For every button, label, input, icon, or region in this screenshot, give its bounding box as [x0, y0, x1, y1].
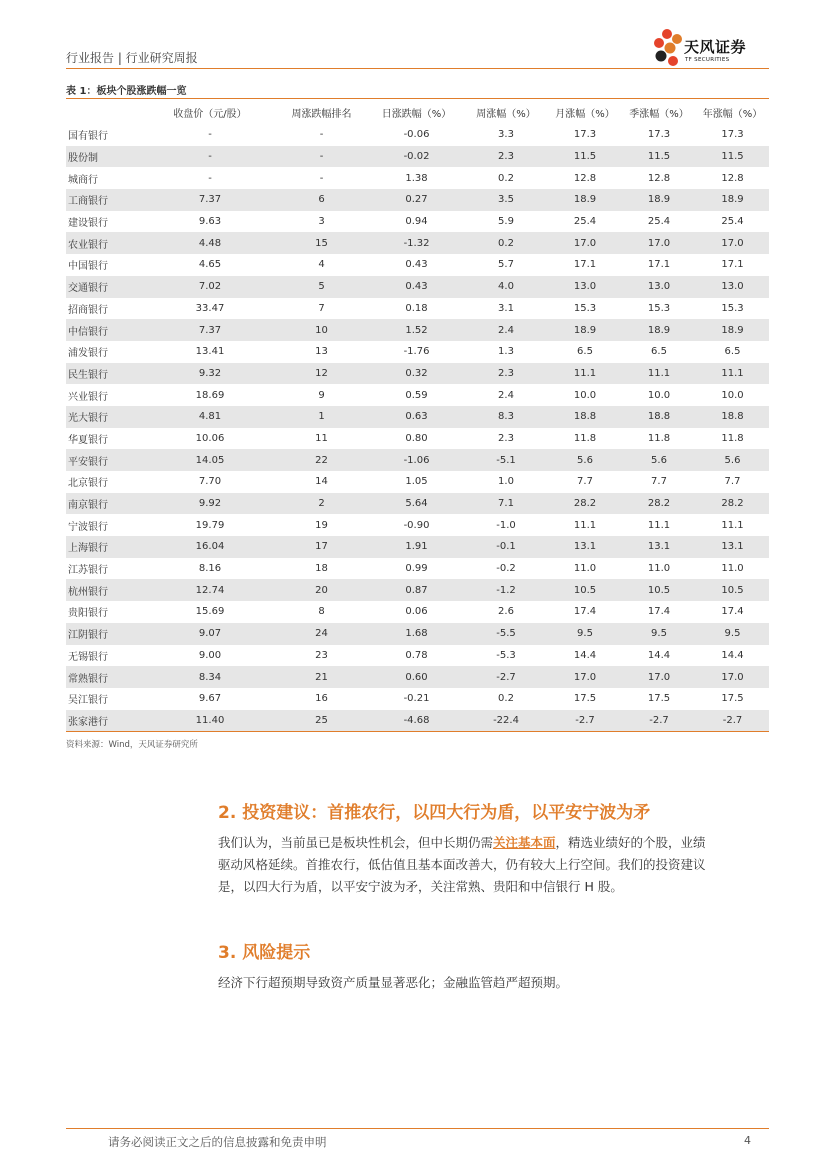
value-cell: 8.16 [198, 563, 222, 575]
value-cell: 10 [274, 319, 369, 341]
value-cell: 0.80 [405, 432, 428, 444]
value-cell: 4.81 [146, 406, 274, 428]
bank-name-cell: 招商银行 [68, 304, 108, 316]
value-cell: 10.0 [573, 389, 597, 401]
bank-name-cell: 江阴银行 [66, 623, 146, 645]
value-cell: 11.40 [146, 710, 274, 732]
value-cell: 16.04 [146, 536, 274, 558]
table-row [66, 601, 769, 623]
value-cell: 11.1 [721, 519, 744, 531]
value-cell: 7.37 [146, 319, 274, 341]
bank-name-cell: 宁波银行 [68, 521, 108, 533]
header-cell: 年涨幅（%） [702, 109, 763, 120]
value-cell: 14.4 [721, 649, 744, 661]
value-cell: 6 [274, 189, 369, 211]
value-cell: 11.0 [573, 563, 597, 575]
value-cell: 25.4 [721, 216, 744, 228]
value-cell: 3 [318, 216, 325, 228]
table-row [66, 146, 769, 168]
bank-name-cell: 农业银行 [66, 232, 146, 254]
stock-performance-table [66, 101, 769, 731]
value-cell: 1.0 [498, 476, 514, 488]
table-row [66, 471, 769, 493]
table-row [66, 232, 769, 254]
table-row [66, 514, 769, 536]
value-cell: 13.1 [548, 536, 622, 558]
value-cell: 11.5 [548, 146, 622, 168]
value-cell: 2.3 [498, 432, 514, 444]
value-cell: 17.0 [622, 232, 696, 254]
value-cell: 0.99 [405, 563, 428, 575]
value-cell: 5.7 [498, 259, 514, 271]
value-cell: 8 [318, 606, 325, 618]
table-row [66, 406, 769, 428]
value-cell: 17.0 [696, 232, 769, 254]
page-number: 4 [744, 1134, 751, 1147]
value-cell: -0.1 [464, 536, 548, 558]
value-cell: 3.1 [498, 302, 514, 314]
value-cell: 14 [315, 476, 328, 488]
value-cell: 2.3 [464, 363, 548, 385]
bank-name-cell: 南京银行 [66, 493, 146, 515]
value-cell: 10.5 [622, 579, 696, 601]
bank-name-cell: 北京银行 [68, 478, 108, 490]
value-cell: -0.21 [403, 693, 430, 705]
value-cell: 11.8 [647, 432, 671, 444]
header-cell: 周涨幅（%） [476, 109, 536, 120]
value-cell: 7.1 [464, 493, 548, 515]
value-cell: -0.06 [403, 129, 430, 141]
value-cell: 9.5 [696, 623, 769, 645]
value-cell: 13.0 [548, 276, 622, 298]
value-cell: 11.0 [647, 563, 671, 575]
value-cell: 0.94 [405, 216, 428, 228]
value-cell: 13 [315, 346, 328, 358]
table-row [66, 211, 769, 233]
paragraph-text: ，精选业绩好的个股，业绩 [555, 835, 706, 850]
value-cell: 5.64 [369, 493, 464, 515]
value-cell: 15.3 [573, 302, 597, 314]
header-cell [66, 101, 146, 124]
value-cell: -0.02 [369, 146, 464, 168]
bank-name-cell: 交通银行 [66, 276, 146, 298]
value-cell: 23 [315, 649, 328, 661]
value-cell: 0.2 [464, 232, 548, 254]
value-cell: 9.5 [622, 623, 696, 645]
section-2-heading: 2. 投资建议：首推农行，以四大行为盾，以平安宁波为矛 [218, 803, 651, 823]
paragraph-line: 是，以四大行为盾，以平安宁波为矛，关注常熟、贵阳和中信银行 H 股。 [218, 879, 623, 894]
value-cell: -5.1 [464, 449, 548, 471]
value-cell: 3.3 [498, 129, 514, 141]
value-cell: 16 [315, 693, 328, 705]
value-cell: 1.38 [405, 172, 428, 184]
table-row [66, 493, 769, 515]
header-cell: 收盘价（元/股） [173, 109, 247, 120]
bank-name-cell: 中国银行 [68, 261, 108, 273]
value-cell: 17.4 [573, 606, 597, 618]
value-cell: 0.43 [369, 276, 464, 298]
value-cell: 21 [274, 666, 369, 688]
bank-name-cell: 贵阳银行 [68, 608, 108, 620]
value-cell: 18.8 [622, 406, 696, 428]
value-cell: 18 [315, 563, 328, 575]
bank-name-cell: 建设银行 [68, 218, 108, 230]
value-cell: 25.4 [573, 216, 597, 228]
value-cell: - [319, 172, 324, 184]
bank-name-cell: 国有银行 [68, 131, 108, 143]
value-cell: 2.4 [498, 389, 514, 401]
value-cell: -5.5 [464, 623, 548, 645]
value-cell: 17.0 [622, 666, 696, 688]
paragraph-text: 我们认为，当前虽已是板块性机会，但中长期仍需 [218, 835, 494, 850]
bank-name-cell: 工商银行 [66, 189, 146, 211]
value-cell: 2.3 [464, 146, 548, 168]
value-cell: 18.9 [548, 319, 622, 341]
value-cell: 14.4 [647, 649, 671, 661]
value-cell: -1.0 [496, 519, 516, 531]
value-cell: 4.65 [198, 259, 222, 271]
value-cell: - [208, 129, 212, 141]
value-cell: 7.7 [651, 476, 667, 488]
bank-name-cell: 上海银行 [66, 536, 146, 558]
header-cell: 日涨跌幅（%） [381, 109, 452, 120]
value-cell: 25.4 [647, 216, 671, 228]
paragraph-line: 驱动风格延续。首推农行，低估值且基本面改善大，仍有较大上行空间。我们的投资建议 [218, 857, 706, 872]
value-cell: -2.7 [622, 710, 696, 732]
value-cell: 7 [318, 302, 325, 314]
value-cell: 17.4 [721, 606, 744, 618]
value-cell: 12.8 [647, 172, 671, 184]
value-cell: 7.70 [198, 476, 222, 488]
header-cell: 季涨幅（%） [629, 109, 689, 120]
value-cell: 17 [274, 536, 369, 558]
table-row [66, 167, 769, 189]
value-cell: 10.06 [195, 432, 225, 444]
header-cell: 周涨跌幅排名 [291, 109, 352, 120]
value-cell: -22.4 [464, 710, 548, 732]
value-cell: 5.6 [696, 449, 769, 471]
value-cell: 5 [274, 276, 369, 298]
table-row [66, 189, 769, 211]
value-cell: 12.74 [146, 579, 274, 601]
table-row [66, 710, 769, 732]
value-cell: 1.05 [405, 476, 428, 488]
value-cell: 17.3 [573, 129, 597, 141]
header-cell: 月涨幅（%） [555, 109, 615, 120]
value-cell: 15.3 [721, 302, 744, 314]
value-cell: 17.0 [548, 666, 622, 688]
value-cell: 3.5 [464, 189, 548, 211]
value-cell: 18.9 [622, 319, 696, 341]
bank-name-cell: 城商行 [68, 174, 98, 186]
footer-divider [66, 1128, 769, 1129]
section-2-paragraph [218, 832, 766, 898]
value-cell: 12.8 [721, 172, 744, 184]
value-cell: 6.5 [724, 346, 741, 358]
value-cell: 15.3 [647, 302, 671, 314]
value-cell: - [208, 172, 212, 184]
value-cell: 20 [274, 579, 369, 601]
value-cell: 22 [274, 449, 369, 471]
value-cell: 1 [274, 406, 369, 428]
value-cell: 18.9 [696, 319, 769, 341]
value-cell: 7.02 [146, 276, 274, 298]
value-cell: 1.52 [369, 319, 464, 341]
value-cell: -2.7 [464, 666, 548, 688]
value-cell: 17.4 [647, 606, 671, 618]
bank-name-cell: 常熟银行 [66, 666, 146, 688]
value-cell: 13.0 [696, 276, 769, 298]
value-cell: 17.5 [647, 693, 671, 705]
table-row [66, 124, 769, 146]
value-cell: 19.79 [195, 519, 225, 531]
table-caption: 表 1：板块个股涨跌幅一览 [66, 86, 187, 97]
value-cell: 11.1 [573, 519, 597, 531]
value-cell: 19 [315, 519, 328, 531]
paragraph-line: 经济下行超预期导致资产质量显著恶化；金融监管趋严超预期。 [218, 975, 569, 990]
value-cell: 17.3 [721, 129, 744, 141]
value-cell: 18.8 [696, 406, 769, 428]
value-cell: 13.41 [195, 346, 225, 358]
value-cell: 12 [274, 363, 369, 385]
value-cell: 7.37 [146, 189, 274, 211]
table-row [66, 254, 769, 276]
value-cell: 0.18 [405, 302, 428, 314]
value-cell: 18.8 [548, 406, 622, 428]
value-cell: 0.2 [498, 172, 514, 184]
footer-disclaimer: 请务必阅读正文之后的信息披露和免责申明 [108, 1135, 327, 1149]
value-cell: 15 [274, 232, 369, 254]
value-cell: 6.5 [651, 346, 667, 358]
value-cell: 18.9 [622, 189, 696, 211]
value-cell: 9.00 [198, 649, 222, 661]
table-row [66, 579, 769, 601]
value-cell: 2.4 [464, 319, 548, 341]
value-cell: 0.06 [405, 606, 428, 618]
table-row [66, 623, 769, 645]
bank-name-cell: 股份制 [66, 146, 146, 168]
value-cell: 13.1 [622, 536, 696, 558]
value-cell: -2.7 [696, 710, 769, 732]
table-row [66, 536, 769, 558]
table-row [66, 558, 769, 580]
value-cell: 24 [274, 623, 369, 645]
value-cell: 8.3 [464, 406, 548, 428]
value-cell: -0.2 [496, 563, 516, 575]
value-cell: 2.6 [498, 606, 514, 618]
value-cell: 33.47 [195, 302, 225, 314]
value-cell: 11.5 [622, 146, 696, 168]
value-cell: 17.5 [721, 693, 744, 705]
value-cell: -2.7 [548, 710, 622, 732]
value-cell: 4.0 [464, 276, 548, 298]
bank-name-cell: 浦发银行 [68, 348, 108, 360]
table-row [66, 428, 769, 450]
bank-name-cell: 兴业银行 [68, 391, 108, 403]
logo-chinese-name: 天风证券 [684, 38, 747, 56]
value-cell: -0.90 [403, 519, 430, 531]
value-cell: 1.68 [369, 623, 464, 645]
value-cell: 5.9 [498, 216, 514, 228]
bank-name-cell: 民生银行 [66, 363, 146, 385]
value-cell: 9.92 [146, 493, 274, 515]
bank-name-cell: 江苏银行 [68, 565, 108, 577]
value-cell: 0.2 [498, 693, 514, 705]
value-cell: 10.5 [696, 579, 769, 601]
value-cell: 9.32 [146, 363, 274, 385]
table-header-row [66, 101, 769, 124]
value-cell: 28.2 [548, 493, 622, 515]
bank-name-cell: 平安银行 [66, 449, 146, 471]
value-cell: 9.5 [548, 623, 622, 645]
value-cell: 11.1 [647, 519, 671, 531]
value-cell: - [274, 146, 369, 168]
value-cell: 12.8 [573, 172, 597, 184]
table-row [66, 298, 769, 320]
value-cell: 14.05 [146, 449, 274, 471]
bank-name-cell: 张家港行 [66, 710, 146, 732]
value-cell: 8.34 [146, 666, 274, 688]
table-row [66, 363, 769, 385]
bank-name-cell: 华夏银行 [68, 434, 108, 446]
value-cell: 28.2 [622, 493, 696, 515]
value-cell: 11.1 [622, 363, 696, 385]
table-row [66, 645, 769, 667]
value-cell: 13.0 [622, 276, 696, 298]
value-cell: 18.9 [548, 189, 622, 211]
value-cell: 17.0 [548, 232, 622, 254]
data-source-note: 资料来源：Wind，天风证券研究所 [66, 740, 198, 750]
highlight-keyword: 关注基本面 [493, 835, 556, 850]
value-cell: 5.6 [622, 449, 696, 471]
table-row [66, 384, 769, 406]
value-cell: 14.4 [573, 649, 597, 661]
value-cell: 0.59 [405, 389, 428, 401]
logo-flower-icon [652, 28, 686, 70]
header-divider [66, 68, 769, 69]
section-3-heading: 3. 风险提示 [218, 943, 311, 963]
value-cell: 15.69 [195, 606, 225, 618]
value-cell: 11 [315, 432, 328, 444]
value-cell: - [319, 129, 324, 141]
value-cell: 0.60 [369, 666, 464, 688]
value-cell: 6.5 [577, 346, 593, 358]
value-cell: -1.2 [464, 579, 548, 601]
value-cell: 17.3 [647, 129, 671, 141]
company-logo [652, 28, 772, 70]
value-cell: 18.9 [696, 189, 769, 211]
bank-name-cell: 中信银行 [66, 319, 146, 341]
value-cell: 13.1 [696, 536, 769, 558]
value-cell: 9.07 [146, 623, 274, 645]
table-top-rule [66, 98, 769, 99]
value-cell: 9 [318, 389, 325, 401]
bank-name-cell: 无锡银行 [68, 651, 108, 663]
value-cell: 7.7 [577, 476, 593, 488]
value-cell: 25 [274, 710, 369, 732]
value-cell: 0.27 [369, 189, 464, 211]
value-cell: 11.1 [548, 363, 622, 385]
value-cell: - [146, 146, 274, 168]
value-cell: 11.5 [696, 146, 769, 168]
value-cell: 0.87 [369, 579, 464, 601]
value-cell: 9.63 [198, 216, 222, 228]
value-cell: 10.0 [647, 389, 671, 401]
table-row [66, 688, 769, 710]
value-cell: -1.06 [369, 449, 464, 471]
value-cell: 10.5 [548, 579, 622, 601]
section-3-paragraph [218, 972, 766, 994]
value-cell: 17.0 [696, 666, 769, 688]
value-cell: 11.0 [721, 563, 744, 575]
value-cell: 11.8 [721, 432, 744, 444]
value-cell: -5.3 [496, 649, 516, 661]
value-cell: 0.32 [369, 363, 464, 385]
table-row [66, 666, 769, 688]
value-cell: 5.6 [548, 449, 622, 471]
value-cell: 11.1 [696, 363, 769, 385]
value-cell: -4.68 [369, 710, 464, 732]
value-cell: 0.78 [405, 649, 428, 661]
table-row [66, 319, 769, 341]
value-cell: 17.1 [573, 259, 597, 271]
value-cell: 7.7 [724, 476, 741, 488]
value-cell: 17.1 [647, 259, 671, 271]
value-cell: 1.3 [498, 346, 514, 358]
value-cell: 4.48 [146, 232, 274, 254]
value-cell: 10.0 [721, 389, 744, 401]
bank-name-cell: 吴江银行 [68, 695, 108, 707]
value-cell: 11.8 [573, 432, 597, 444]
value-cell: 0.63 [369, 406, 464, 428]
value-cell: 18.69 [195, 389, 225, 401]
value-cell: -1.32 [369, 232, 464, 254]
header-title: 行业报告 | 行业研究周报 [66, 51, 198, 65]
bank-name-cell: 杭州银行 [66, 579, 146, 601]
value-cell: 2 [274, 493, 369, 515]
value-cell: 17.5 [573, 693, 597, 705]
logo-english-name: TF SECURITIES [685, 57, 730, 63]
value-cell: 1.91 [369, 536, 464, 558]
value-cell: -1.76 [403, 346, 430, 358]
value-cell: 0.43 [405, 259, 428, 271]
value-cell: 9.67 [198, 693, 222, 705]
bank-name-cell: 光大银行 [66, 406, 146, 428]
table-bottom-rule [66, 731, 769, 732]
table-row [66, 449, 769, 471]
table-row [66, 276, 769, 298]
value-cell: 4 [318, 259, 325, 271]
table-row [66, 341, 769, 363]
value-cell: 28.2 [696, 493, 769, 515]
value-cell: 17.1 [721, 259, 744, 271]
